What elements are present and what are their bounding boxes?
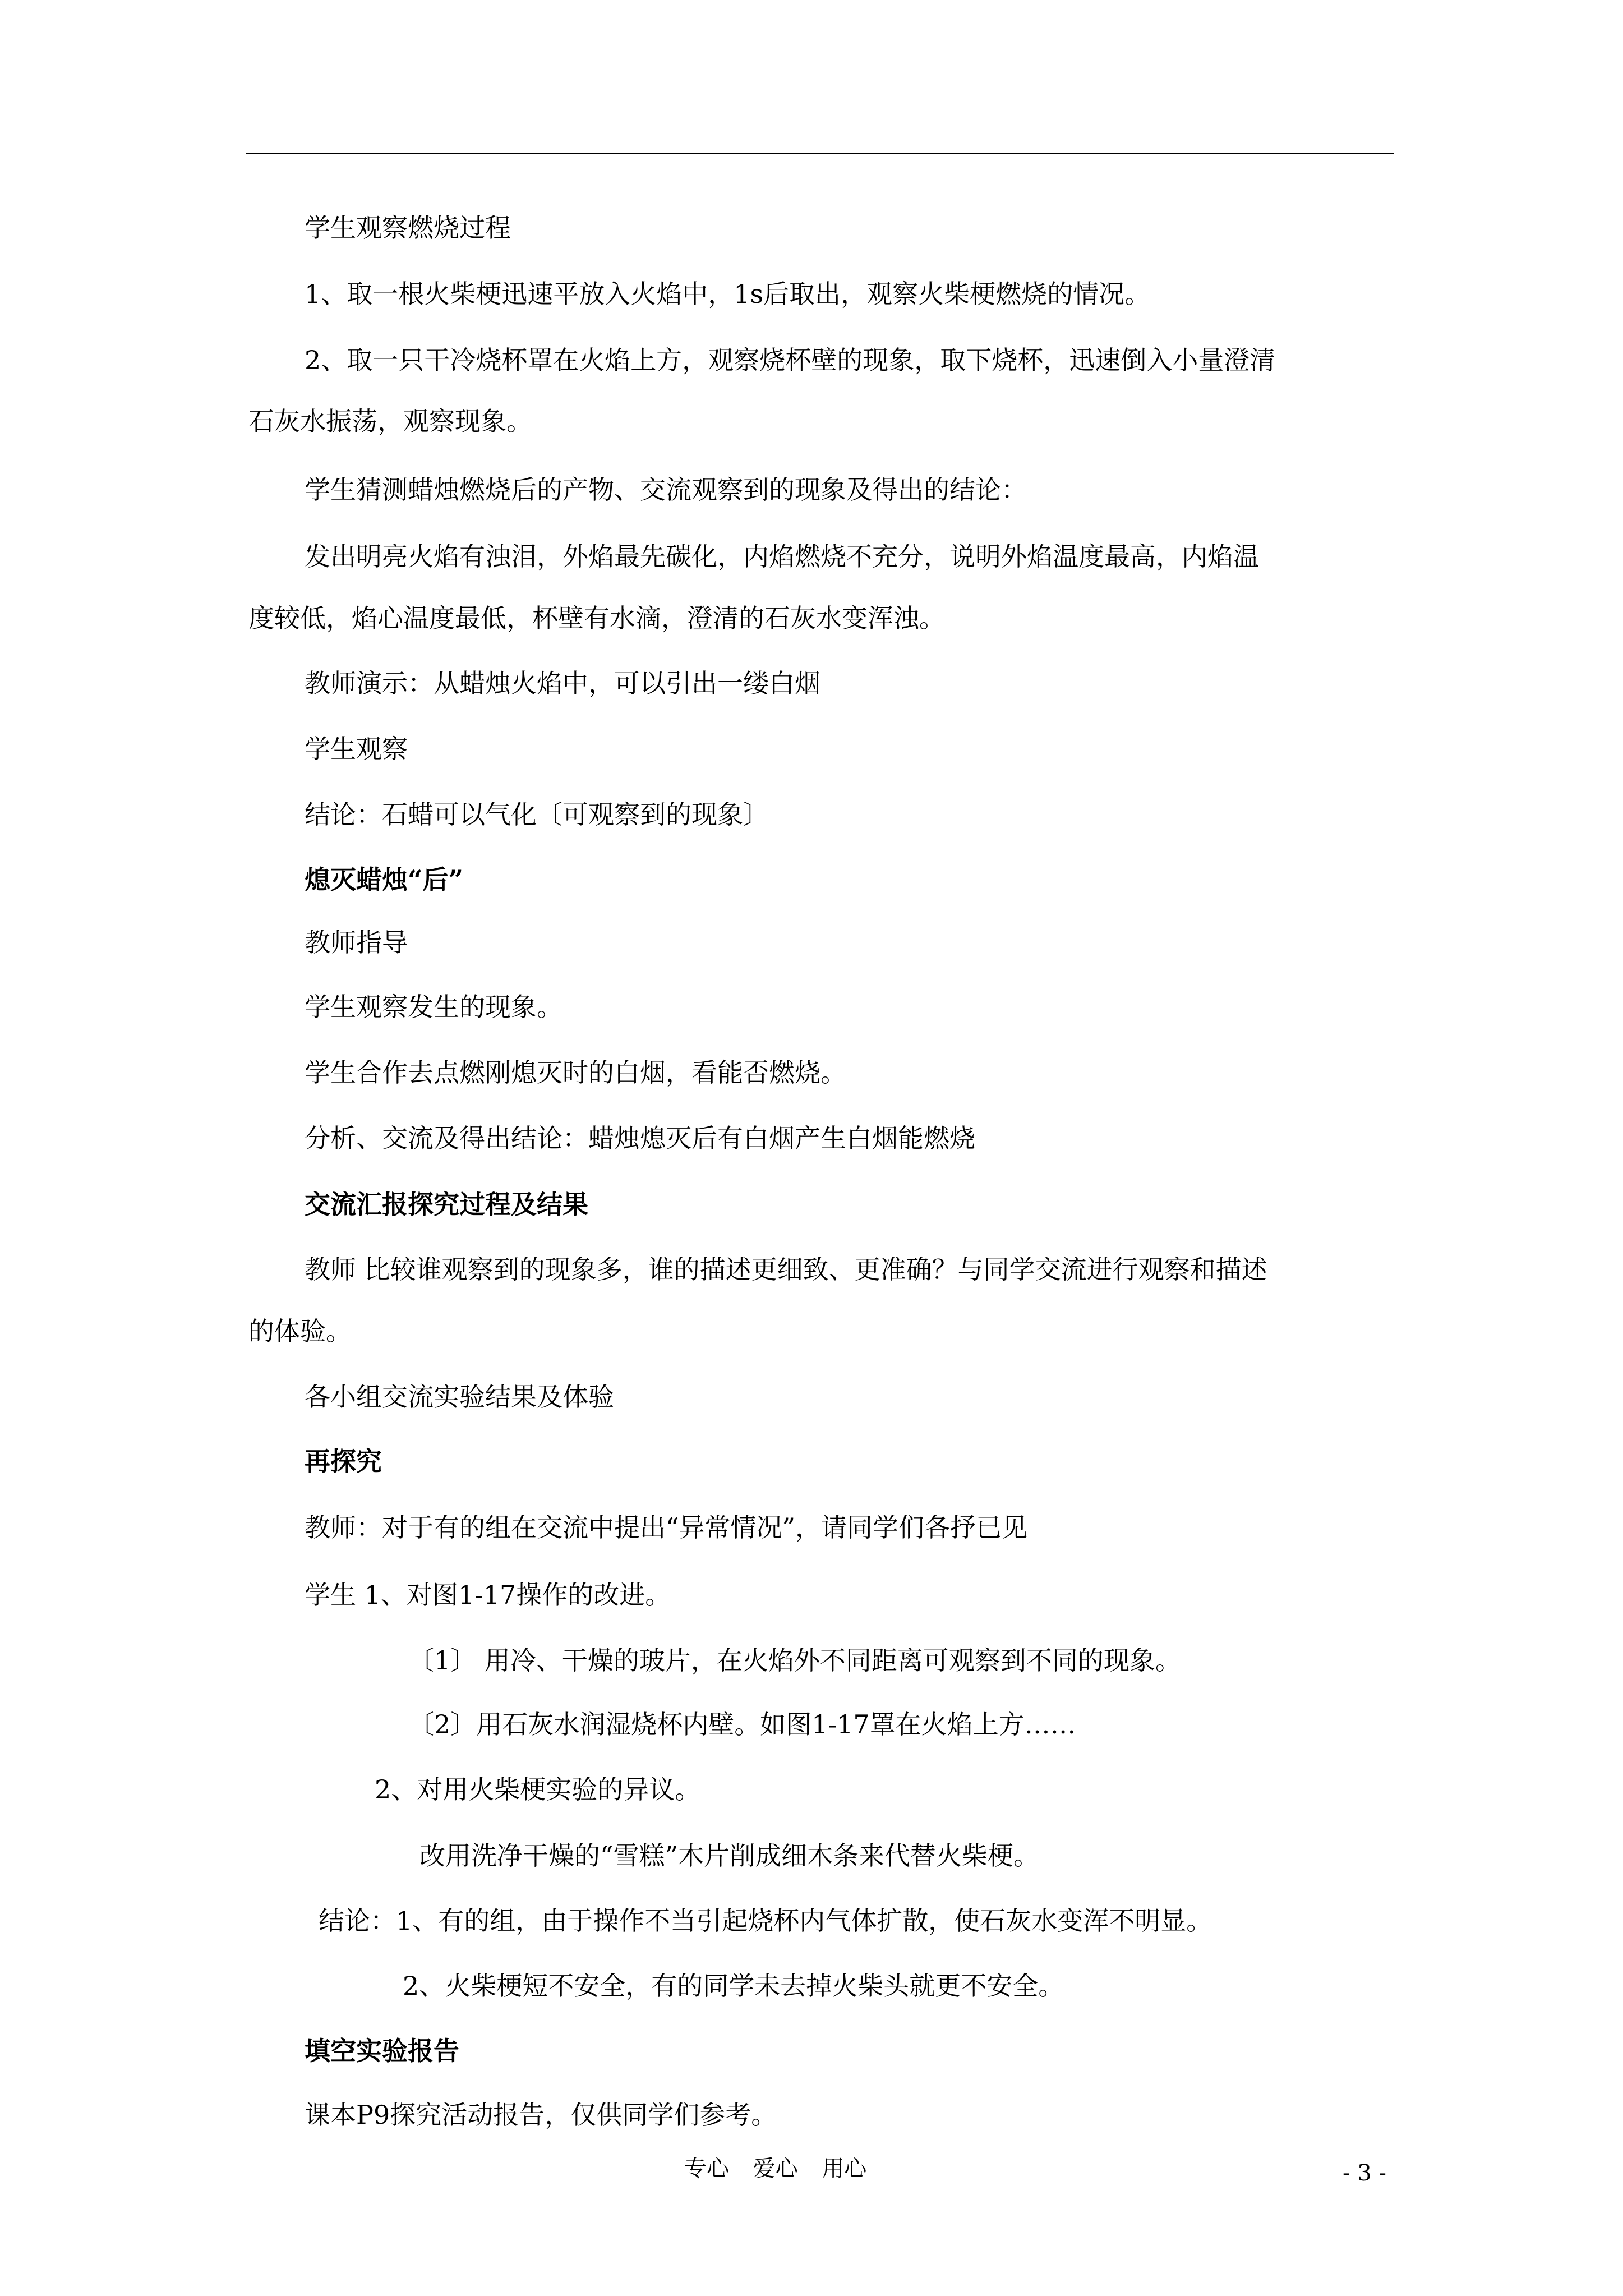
text-line: 学生合作去点燃刚熄灭时的白烟，看能否燃烧。	[305, 1057, 846, 1088]
section-heading: 填空实验报告	[305, 2036, 459, 2066]
section-heading: 再探究	[305, 1446, 382, 1476]
text-line: 〔1〕 用冷、干燥的玻片，在火焰外不同距离可观察到不同的现象。	[408, 1645, 1181, 1676]
text-line: 度较低，焰心温度最低，杯壁有水滴，澄清的石灰水变浑浊。	[248, 603, 945, 633]
text-line: 〔2〕用石灰水润湿烧杯内壁。如图1-17罩在火焰上方……	[408, 1709, 1076, 1740]
text-line: 学生观察发生的现象。	[305, 992, 562, 1022]
text-line: 课本P9探究活动报告，仅供同学们参考。	[305, 2100, 777, 2130]
footer-motto: 专心 爱心 用心	[684, 2156, 867, 2182]
text-line: 学生观察	[305, 734, 408, 764]
text-line: 各小组交流实验结果及体验	[305, 1382, 614, 1412]
text-line: 2、对用火柴梗实验的异议。	[375, 1774, 701, 1805]
text-line: 2、火柴梗短不安全，有的同学未去掉火柴头就更不安全。	[403, 1971, 1064, 2001]
text-line: 教师 比较谁观察到的现象多，谁的描述更细致、更准确？与同学交流进行观察和描述	[305, 1254, 1267, 1285]
text-line: 发出明亮火焰有浊泪，外焰最先碳化，内焰燃烧不充分，说明外焰温度最高，内焰温	[305, 541, 1259, 572]
text-line: 2、取一只干冷烧杯罩在火焰上方，观察烧杯壁的现象，取下烧杯，迅速倒入小量澄清	[305, 345, 1276, 375]
text-line: 学生猜测蜡烛燃烧后的产物、交流观察到的现象及得出的结论：	[305, 475, 1027, 505]
text-line: 教师演示：从蜡烛火焰中，可以引出一缕白烟	[305, 668, 820, 698]
text-line: 结论：1、有的组，由于操作不当引起烧杯内气体扩散，使石灰水变浑不明显。	[319, 1906, 1212, 1936]
section-heading: 交流汇报探究过程及结果	[305, 1189, 588, 1220]
text-line: 分析、交流及得出结论：蜡烛熄灭后有白烟产生白烟能燃烧	[305, 1123, 975, 1153]
text-line: 学生 1、对图1-17操作的改进。	[305, 1580, 671, 1610]
text-line: 石灰水振荡，观察现象。	[248, 406, 532, 436]
text-line: 1、取一根火柴梗迅速平放入火焰中，1s后取出，观察火柴梗燃烧的情况。	[305, 279, 1151, 309]
text-line: 结论：石蜡可以气化〔可观察到的现象〕	[305, 799, 769, 830]
text-line: 教师指导	[305, 927, 408, 958]
page-number: - 3 -	[1343, 2160, 1386, 2186]
section-heading: 熄灭蜡烛“后”	[305, 864, 463, 895]
text-line: 的体验。	[248, 1316, 352, 1346]
text-line: 学生观察燃烧过程	[305, 213, 511, 243]
text-line: 教师：对于有的组在交流中提出“异常情况”，请同学们各抒已见	[305, 1512, 1028, 1543]
header-rule	[246, 153, 1394, 154]
text-line: 改用洗净干燥的“雪糕”木片削成细木条来代替火柴梗。	[419, 1841, 1040, 1871]
